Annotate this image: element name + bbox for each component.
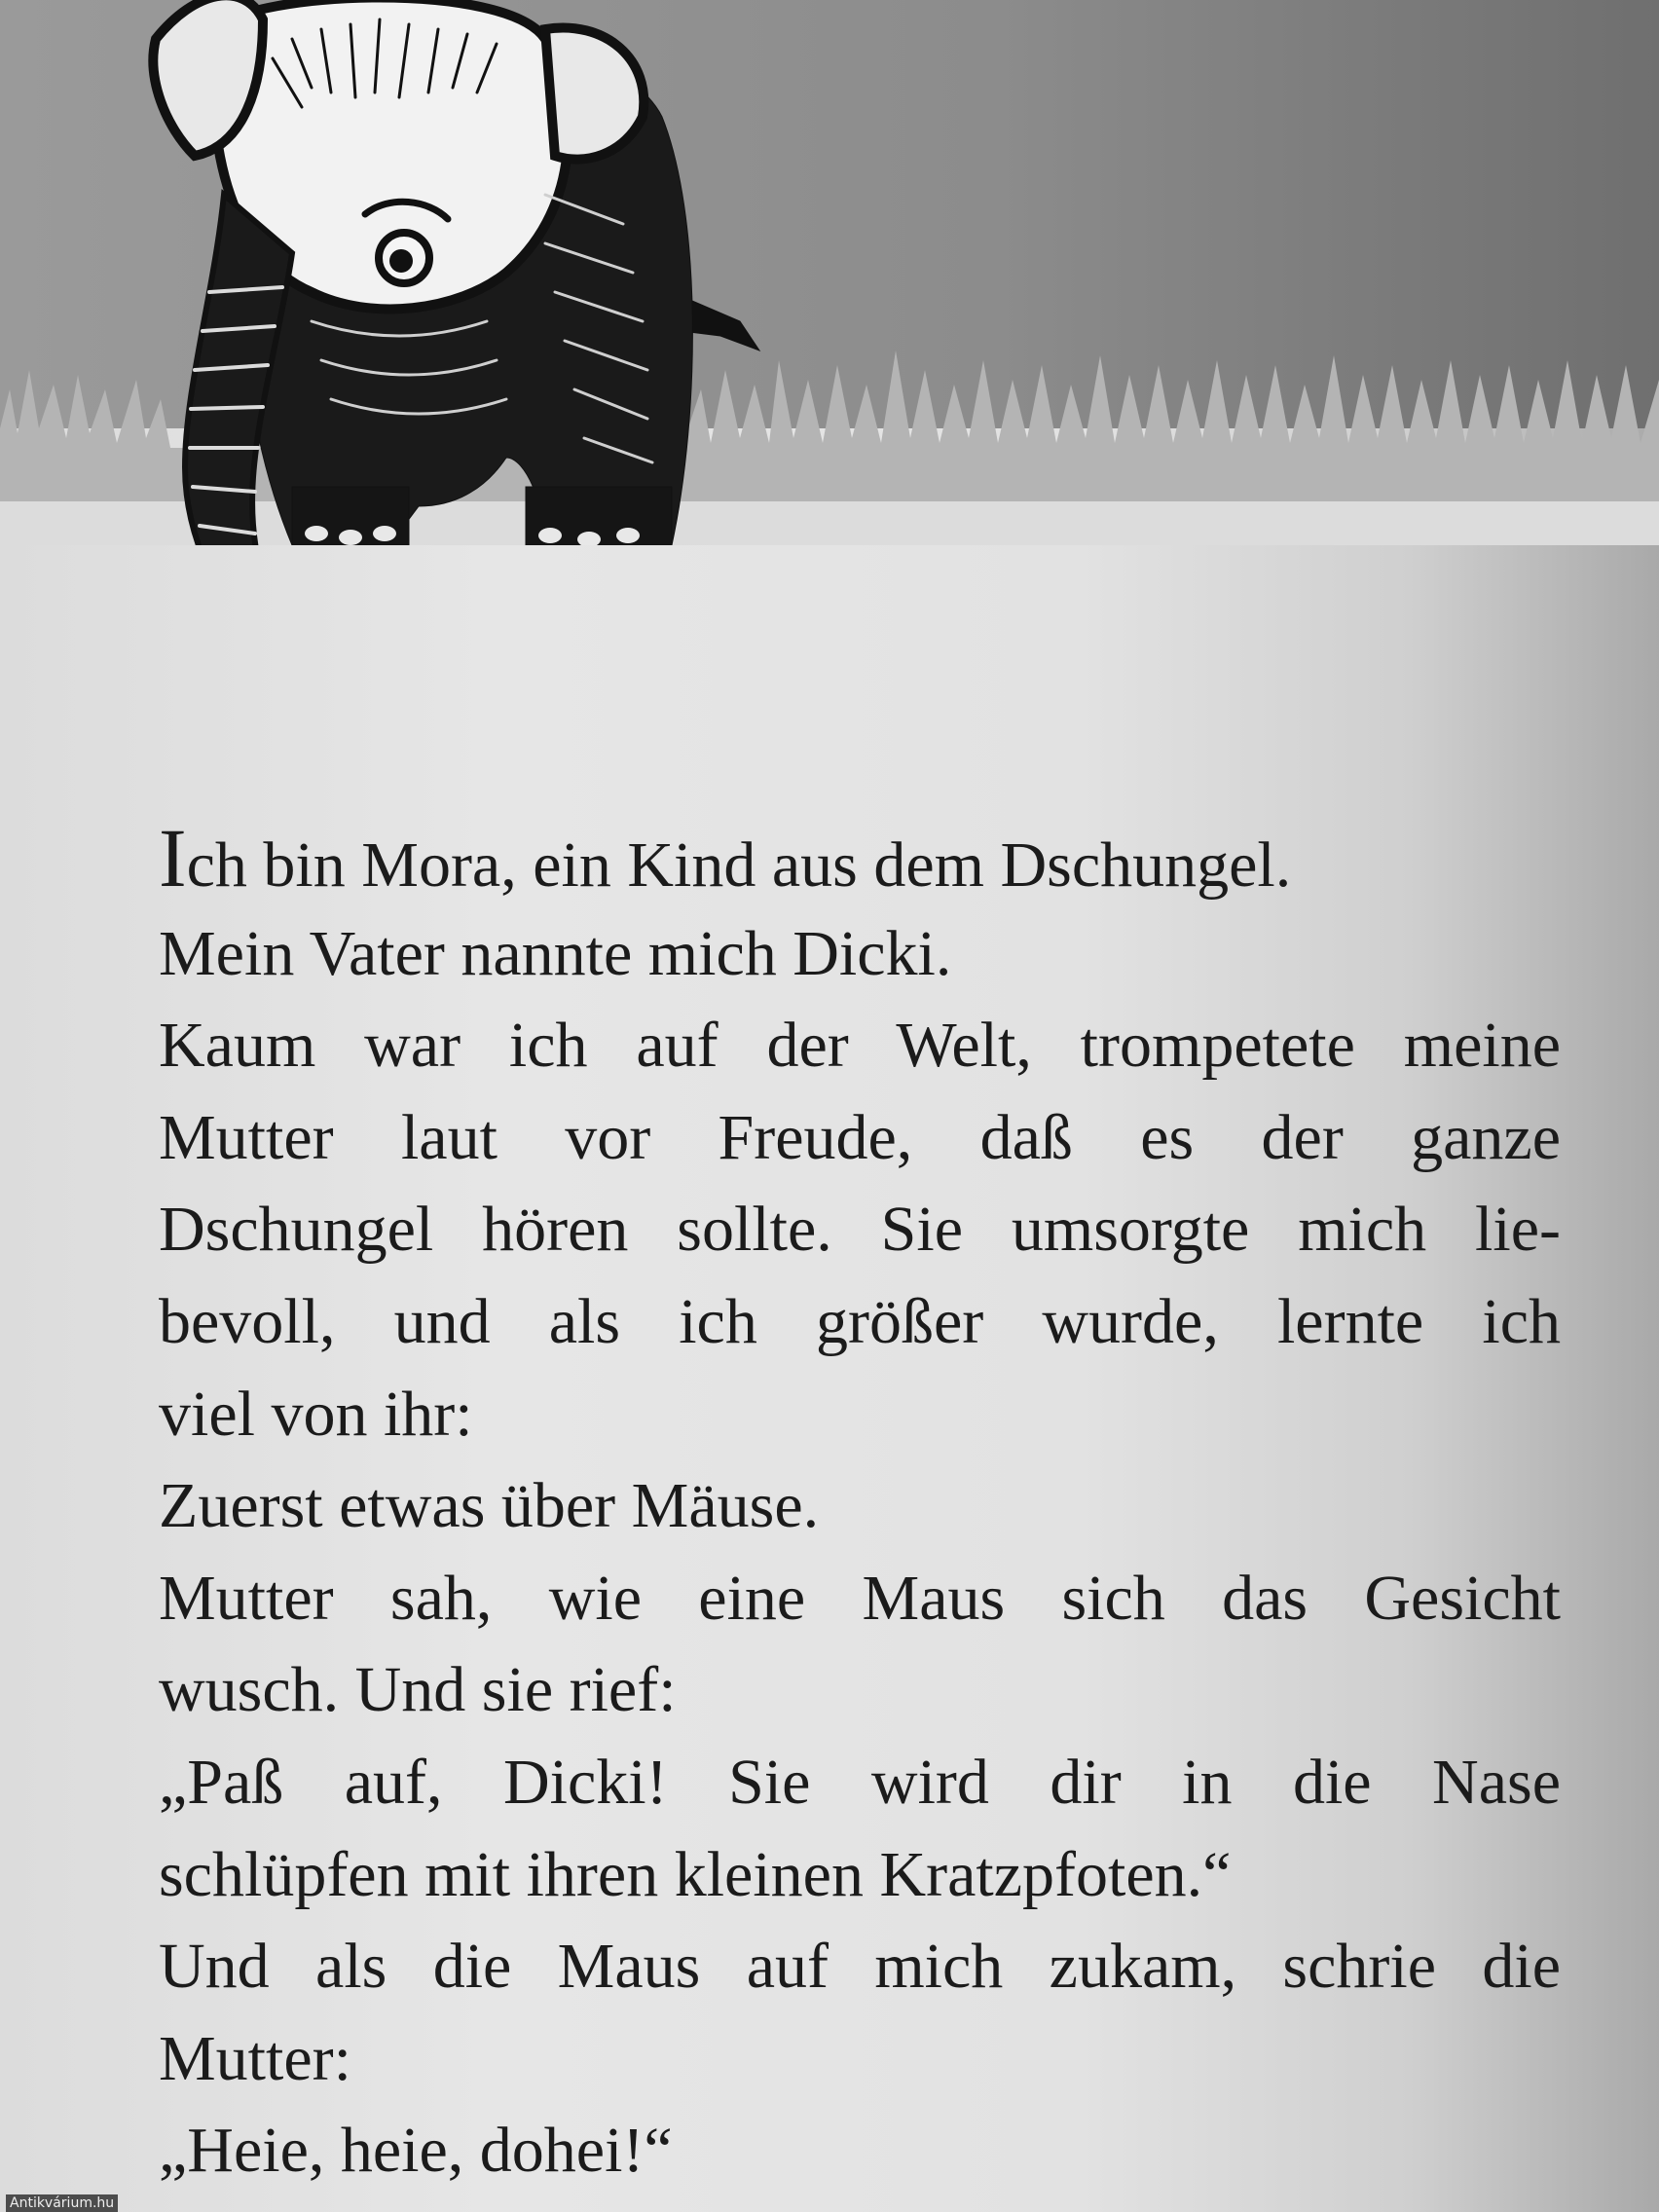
story-line: bevoll, und als ich größer wurde, lernte ich (159, 1285, 1561, 1357)
story-line: Mein Vater nannte mich Dicki. (159, 917, 952, 989)
drop-cap: I (159, 811, 187, 904)
story-line: Kaum war ich auf der Welt, trompetete meine (159, 1010, 1561, 1082)
story-line: Mutter laut vor Freude, daß es der ganze (159, 1101, 1561, 1173)
story-line: Dschungel hören sollte. Sie umsorgte mich lie- (159, 1194, 1561, 1266)
illustration (0, 0, 1659, 545)
story-line: wusch. Und sie rief: (159, 1654, 677, 1726)
story-line: viel von ihr: (159, 1378, 473, 1450)
story-line: „Paß auf, Dicki! Sie wird dir in die Nase (159, 1746, 1561, 1818)
story-line: Mutter: (159, 2022, 351, 2094)
story-line: Ich bin Mora, ein Kind aus dem Dschungel. (159, 811, 1292, 904)
story-line: Mutter sah, wie eine Maus sich das Gesicht (159, 1562, 1561, 1634)
story-line: Und als die Maus auf mich zukam, schrie die (159, 1931, 1561, 2003)
story-line: „Heie, heie, dohei!“ (159, 2115, 673, 2187)
story-text (159, 811, 1561, 2197)
watermark: Antikvárium.hu (6, 2194, 118, 2212)
story-line: schlüpfen mit ihren kleinen Kratzpfoten.“ (159, 1838, 1232, 1910)
story-line: Zuerst etwas über Mäuse. (159, 1470, 820, 1542)
